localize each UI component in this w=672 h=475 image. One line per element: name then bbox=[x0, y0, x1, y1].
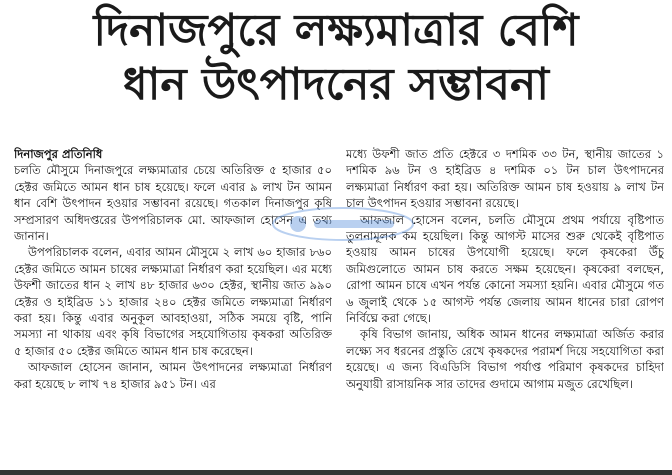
paragraph: কৃষি বিভাগ জানায়, অধিক আমন ধানের লক্ষ্যমাত্রা অর্জিত করার লক্ষ্যে সব ধরনের প্রস্তুতি রেখে কৃষকদের পরামর্শ দিয়ে সহযোগিতা করা হয়েছে। এ জন্য বিএডিসি বিভাগ পর্যাপ্ত পরিমাণ কৃষকদের চাহিদা অনুযায়ী রাসায়নিক সার তাদের গুদামে আগাম মজুত রেখেছিল। bbox=[346, 327, 664, 391]
paragraph: মধ্যে উফশী জাত প্রতি হেক্টরে ৩ দশমিক ৩৩ টন, স্থানীয় জাতের ১ দশমিক ৯৬ টন ও হাইব্রিড ৪ দশমিক ০১ টন চাল উৎপাদনের লক্ষ্যমাত্রা নির্ধারণ করা হয়। অতিরিক্ত আমন চাষ হওয়ায় ৯ লাখ টন চাল উৎপাদন হওয়ার সম্ভাবনা রয়েছে। bbox=[346, 147, 664, 211]
article-body bbox=[14, 146, 664, 464]
headline-line-1: দিনাজপুরে লক্ষ্যমাত্রার বেশি bbox=[93, 5, 579, 56]
paragraph: চলতি মৌসুমে দিনাজপুরে লক্ষ্যমাত্রার চেয়ে অতিরিক্ত ৫ হাজার ৫০ হেক্টর জমিতে আমন ধান চাষ হয়েছে। ফলে এবার ৯ লাখ টন আমন ধান বেশি উৎপাদন হওয়ার সম্ভাবনা রয়েছে। গতকাল দিনাজপুর কৃষি সম্প্রসারণ অধিদপ্তরের উপপরিচালক মো. আফজাল হোসেন এ তথ্য জানান। bbox=[14, 163, 332, 244]
headline-line-2: ধান উৎপাদনের সম্ভাবনা bbox=[122, 59, 550, 110]
paragraph: আফজাল হোসেন জানান, আমন উৎপাদনের লক্ষ্যমাত্রা নির্ধারণ করা হয়েছে ৮ লাখ ৭৪ হাজার ৯৫১ টন। এর bbox=[14, 360, 332, 391]
headline bbox=[0, 4, 672, 112]
paragraph: আফজাল হোসেন বলেন, চলতি মৌসুমে প্রথম পর্যায়ে বৃষ্টিপাত তুলনামূলক কম হয়েছিল। কিন্তু আগস্ট মাসের শুরু থেকেই বৃষ্টিপাত হওয়ায় আমন চাষের উপযোগী হয়েছে। ফলে কৃষকেরা উঁচু জমিগুলোতে আমন চাষ করতে সক্ষম হয়েছেন। কৃষকেরা বলছেন, রোপা আমন চাষে এখন পর্যন্ত কোনো সমস্যা হয়নি। এবার মৌসুমে গত ৬ জুলাই থেকে ১৫ আগস্ট পর্যন্ত জেলায় আমন ধানের চারা রোপণ নির্বিঘ্নে করা গেছে। bbox=[346, 212, 664, 326]
article-column-1 bbox=[14, 146, 332, 464]
bottom-rule bbox=[0, 470, 672, 475]
paragraph: উপপরিচালক বলেন, এবার আমন মৌসুমে ২ লাখ ৬০ হাজার ৮৬০ হেক্টর জমিতে আমন চাষের লক্ষ্যমাত্রা নির্ধারণ করা হয়েছিল। এর মধ্যে উফশী জাতের ধান ২ লাখ ৪৮ হাজার ৬৩০ হেক্টর, স্থানীয় জাত ৯৯০ হেক্টর ও হাইব্রিড ১১ হাজার ২৪০ হেক্টর জমিতে লক্ষ্যমাত্রা নির্ধারণ করা হয়। কিন্তু এবার অনুকূল আবহাওয়া, সঠিক সময়ে বৃষ্টি, পানি সমস্যা না থাকায় এবং কৃষি বিভাগের সহযোগিতায় কৃষকরা অতিরিক্ত ৫ হাজার ৫০ হেক্টর জমিতে আমন ধান চাষ করেছেন। bbox=[14, 245, 332, 358]
byline: দিনাজপুর প্রতিনিধি bbox=[14, 147, 103, 161]
article-column-2 bbox=[346, 146, 664, 464]
